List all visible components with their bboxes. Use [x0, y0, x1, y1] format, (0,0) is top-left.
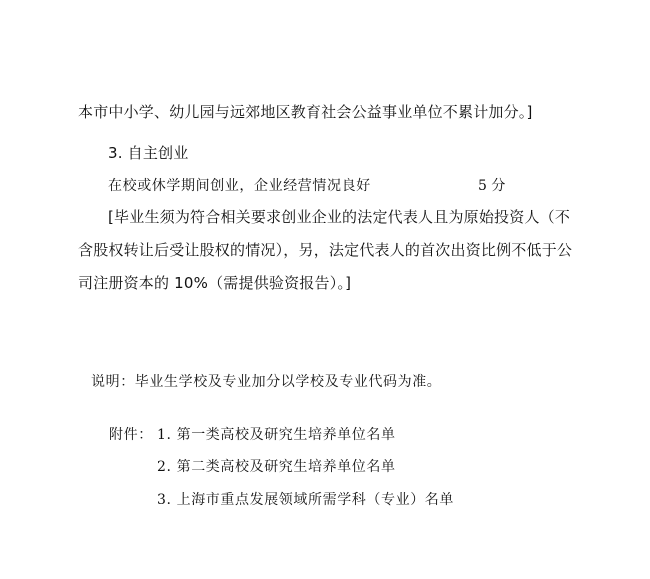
- explanation-note: 说明：毕业生学校及专业加分以学校及专业代码为准。: [91, 374, 442, 390]
- attachment-item: 3. 上海市重点发展领域所需学科（专业）名单: [157, 492, 455, 508]
- attachment-item: 2. 第二类高校及研究生培养单位名单: [157, 459, 396, 475]
- note-line-2: 含股权转让后受让股权的情况），另，法定代表人的首次出资比例不低于公: [78, 241, 573, 259]
- attachments-label: 附件：: [109, 427, 153, 443]
- continuation-line: 本市中小学、幼儿园与远郊地区教育社会公益事业单位不累计加分。]: [78, 103, 533, 121]
- note-line-1: [毕业生须为符合相关要求创业企业的法定代表人且为原始投资人（不: [108, 208, 571, 226]
- criterion-score: 5 分: [478, 178, 506, 194]
- attachment-item: 1. 第一类高校及研究生培养单位名单: [157, 427, 396, 443]
- note-line-3: 司注册资本的 10%（需提供验资报告）。]: [78, 274, 352, 292]
- criterion-text: 在校或休学期间创业，企业经营情况良好: [108, 178, 371, 194]
- section-heading-entrepreneurship: 3. 自主创业: [108, 144, 189, 162]
